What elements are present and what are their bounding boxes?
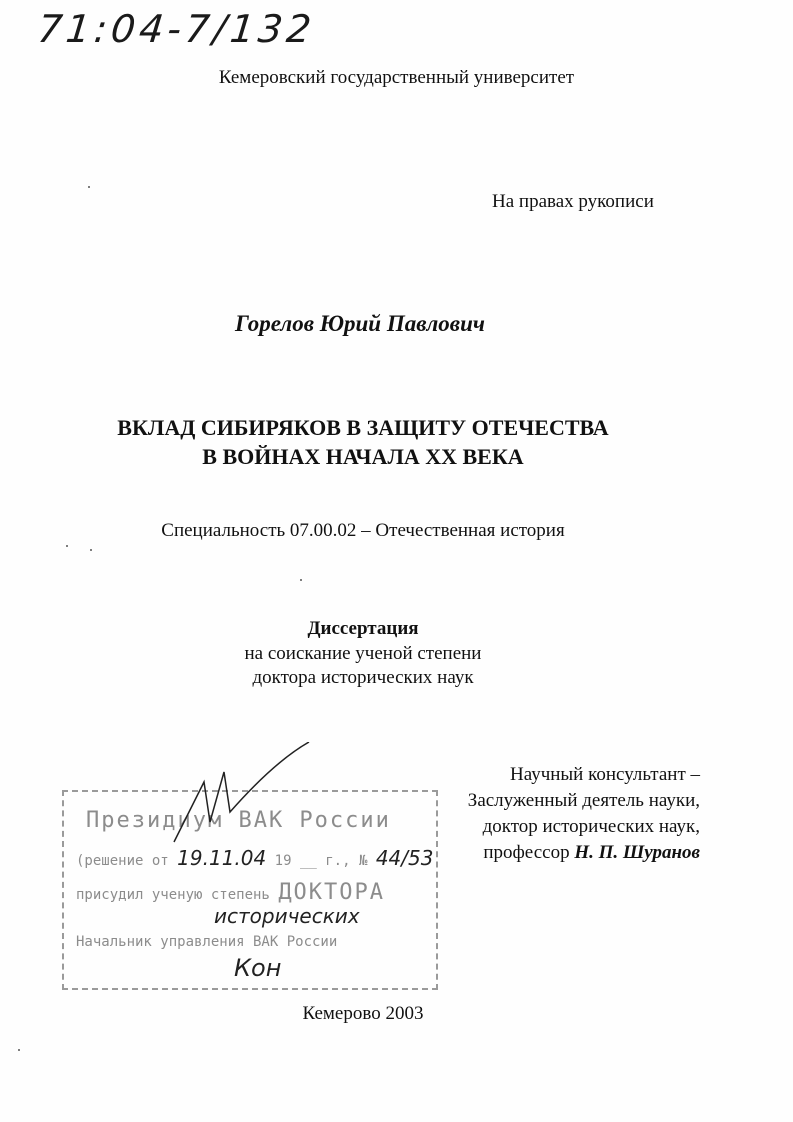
stamp-field: исторических [214, 904, 360, 928]
dissertation-title [0, 413, 726, 471]
title-line-2: В ВОЙНАХ НАЧАЛА XX ВЕКА [202, 444, 524, 469]
title-line-1: ВКЛАД СИБИРЯКОВ В ЗАЩИТУ ОТЕЧЕСТВА [117, 415, 609, 440]
scientific-consultant [400, 762, 700, 866]
signature-stroke-icon [164, 742, 314, 852]
city-year: Кемерово 2003 [302, 1003, 424, 1024]
consultant-line-1: Научный консультант – [510, 764, 700, 785]
stamp-awarded-prefix: присудил ученую степень [76, 887, 270, 903]
stamp-head-line: Начальник управления ВАК России [76, 934, 338, 950]
consultant-line-3: доктор исторических наук, [482, 816, 700, 837]
consultant-line-4 [400, 840, 700, 866]
stamp-decision-date: 19.11.04 [177, 846, 267, 870]
stamp-signature: Кон [234, 954, 282, 982]
dissertation-heading: Диссертация [307, 618, 419, 639]
consultant-title: профессор [483, 842, 570, 863]
stamp-title: Президиум ВАК России [86, 808, 391, 833]
specialty: Специальность 07.00.02 – Отечественная история [161, 520, 565, 541]
stamp-degree: ДОКТОРА [278, 880, 386, 905]
consultant-line-2: Заслуженный деятель науки, [467, 790, 700, 811]
vak-stamp [62, 790, 438, 990]
consultant-name: Н. П. Шуранов [574, 842, 700, 863]
university-name: Кемеровский государственный университет [218, 67, 575, 88]
dissertation-degree-line-2: доктора исторических наук [252, 667, 474, 688]
stamp-decision-number: 44/53 [375, 846, 434, 870]
stamp-decision-prefix: (решение от [76, 853, 169, 869]
stamp-decision-year: 19 __ г., № [274, 853, 368, 869]
dissertation-degree-line-1: на соискание ученой степени [244, 643, 482, 664]
manuscript-note: На правах рукописи [492, 191, 654, 212]
handwritten-archive-code: 71:04-7/132 [35, 7, 318, 51]
stamp-awarded-line [76, 880, 385, 905]
author-name: Горелов Юрий Павлович [235, 311, 485, 336]
